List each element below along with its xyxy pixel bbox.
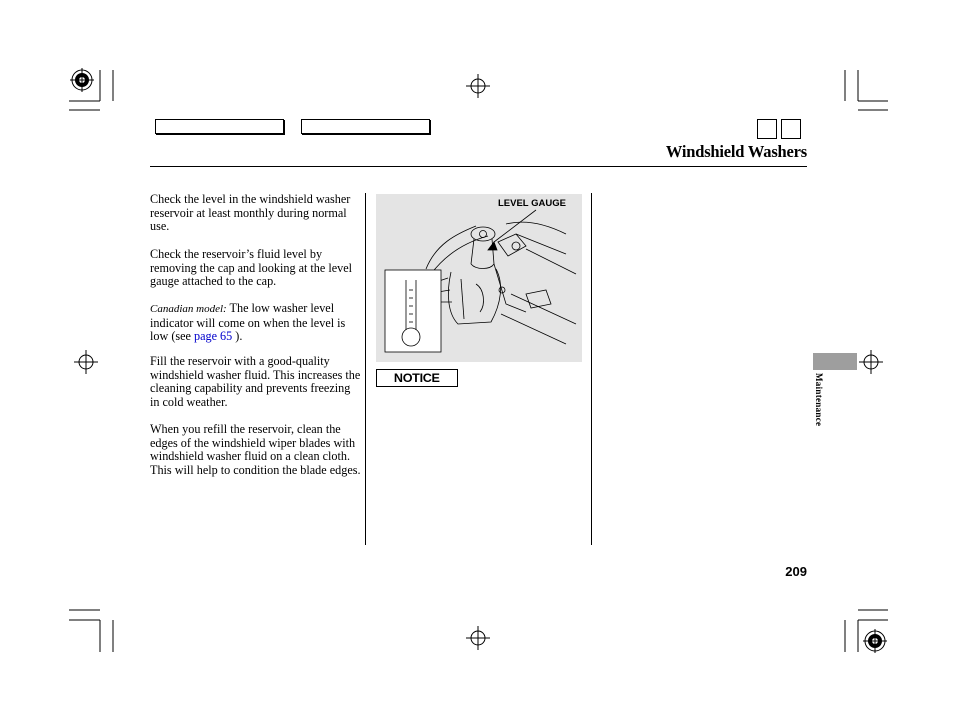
- nav-button-index[interactable]: [301, 119, 430, 134]
- notice-label: NOTICE: [394, 371, 440, 385]
- page-number: 209: [785, 564, 807, 579]
- page-title: Windshield Washers: [665, 142, 807, 161]
- nav-button-main-menu[interactable]: [155, 119, 284, 134]
- paragraph-refill-clean: When you refill the reservoir, clean the edges of the windshield wiper blades with windshield washer fluid on a clean cloth. This will help to condition the blade edges.: [150, 422, 361, 477]
- paragraph-check-level: Check the level in the windshield washer reservoir at least monthly during normal use.: [150, 192, 351, 234]
- canadian-model-label: Canadian model:: [150, 303, 227, 315]
- header-rule: [150, 166, 807, 167]
- notice-badge: [376, 369, 458, 387]
- section-side-tab[interactable]: [813, 353, 857, 370]
- registration-sunburst-bottom-right: [863, 629, 887, 653]
- paragraph-canadian-model: [150, 302, 362, 344]
- page-65-link[interactable]: page 65: [194, 329, 233, 344]
- paragraph-check-reservoir: Check the reservoir’s fluid level by removing the cap and looking at the level gauge attached to the cap.: [150, 247, 353, 289]
- prev-page-button[interactable]: [757, 119, 777, 139]
- washer-reservoir-illustration: [376, 194, 582, 362]
- reservoir-drawing: [376, 194, 582, 362]
- figure-label-level-gauge: LEVEL GAUGE: [498, 198, 566, 209]
- section-side-label: Maintenance: [814, 373, 824, 427]
- next-page-button[interactable]: [781, 119, 801, 139]
- column-divider-1: [365, 193, 366, 545]
- canadian-model-end: ).: [232, 329, 243, 344]
- column-divider-2: [591, 193, 592, 545]
- paragraph-fill-reservoir: Fill the reservoir with a good-quality windshield washer fluid. This increases the cleaning capability and prevents freezing in cold weather.: [150, 354, 361, 409]
- registration-sunburst-top-left: [70, 68, 94, 92]
- canadian-model-text: The low washer level indicator will come on when the level is low (see: [150, 301, 346, 344]
